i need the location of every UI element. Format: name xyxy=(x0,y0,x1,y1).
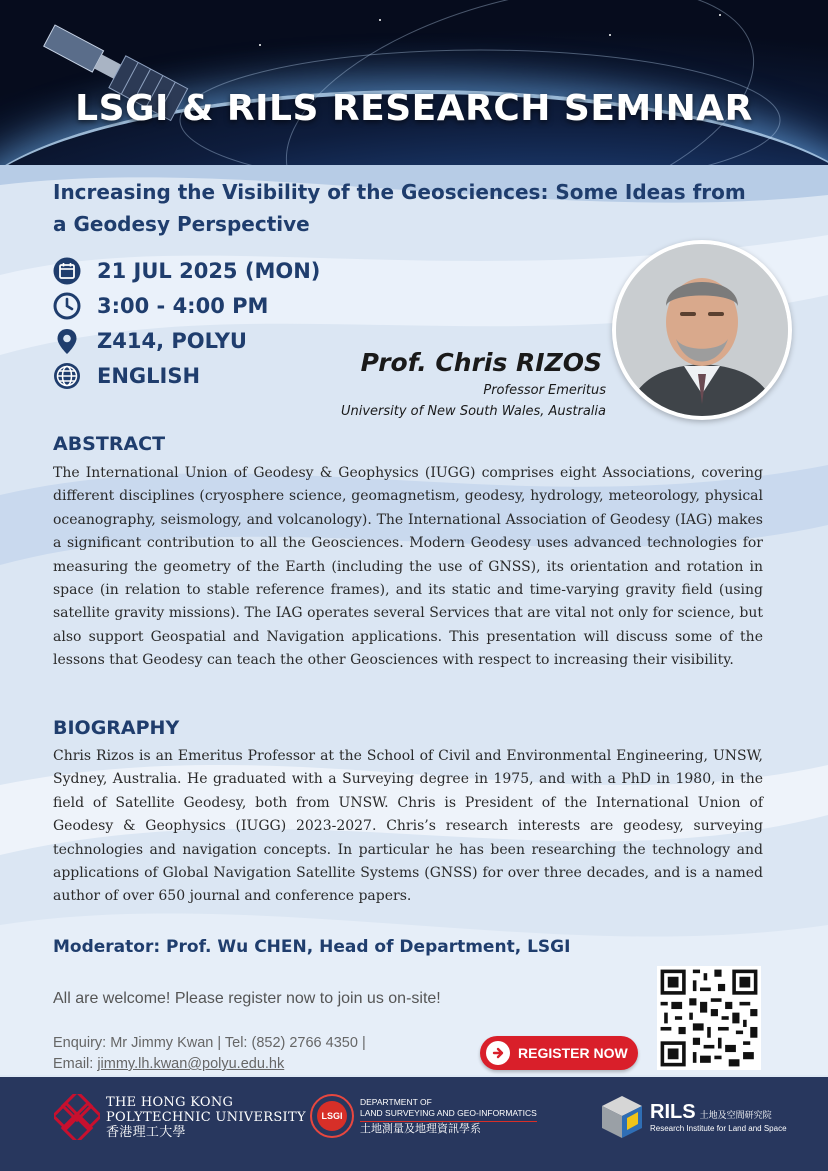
date-row xyxy=(53,255,320,287)
polyu-name-line1: THE HONG KONG xyxy=(106,1094,234,1110)
biography-text: Chris Rizos is an Emeritus Professor at the School of Civil and Environmental Engineering, UNSW, Sydney, Australia. He graduated with a Surveying degree in 1975, and with a PhD in 1980, in the field of Satellite Geodesy, both from UNSW. Chris is President of the International Union of Geodesy & Geophysics (IUGG) 2023-2027. Chris’s research interests are geodesy, surveying technologies and navigation concepts. In particular he has been researching the technology and applications of Global Navigation Satellite Systems (GNSS) for over three decades, and is a named author of over 650 journal and conference papers. xyxy=(53,748,763,905)
enquiry-line: Enquiry: Mr Jimmy Kwan | Tel: (852) 2766 4350 | xyxy=(53,1035,366,1051)
globe-icon xyxy=(53,362,81,390)
enquiry-block xyxy=(53,1033,366,1075)
polyu-logo xyxy=(54,1094,306,1140)
speaker-photo xyxy=(612,240,792,420)
header-banner xyxy=(0,0,828,165)
polyu-name-line2: POLYTECHNIC UNIVERSITY xyxy=(106,1109,306,1125)
location-pin-icon xyxy=(53,327,81,355)
lsgi-logo xyxy=(310,1094,537,1138)
venue-row xyxy=(53,325,247,357)
speaker-title: Professor Emeritus xyxy=(483,383,606,398)
register-label: REGISTER NOW xyxy=(518,1045,628,1061)
polyu-emblem-icon xyxy=(54,1094,100,1140)
moderator-text: Moderator: Prof. Wu CHEN, Head of Department, LSGI xyxy=(53,937,571,957)
email-label: Email: xyxy=(53,1056,98,1072)
language-row xyxy=(53,360,200,392)
lsgi-emblem-icon xyxy=(310,1094,354,1138)
speaker-affiliation: University of New South Wales, Australia xyxy=(340,404,606,419)
email-link[interactable]: jimmy.lh.kwan@polyu.edu.hk xyxy=(97,1056,285,1072)
lsgi-badge: LSGI xyxy=(317,1101,347,1131)
time-text: 3:00 - 4:00 PM xyxy=(97,294,269,318)
biography-heading: BIOGRAPHY xyxy=(53,717,180,739)
satellite-icon xyxy=(0,0,828,165)
lsgi-chinese-name: 土地測量及地理資訊學系 xyxy=(360,1123,481,1135)
seminar-title xyxy=(53,176,793,240)
register-button[interactable] xyxy=(480,1036,638,1070)
venue-text: Z414, POLYU xyxy=(97,329,247,353)
time-row xyxy=(53,290,268,322)
abstract-text: The International Union of Geodesy & Geophysics (IUGG) comprises eight Associations, covering different disciplines (cryosphere science, geomagnetism, geodesy, hydrology, meteorology, physical oceanography, seismology, and volcanology). The International Association of Geodesy (IAG) makes a significant contribution to all the Geosciences. Modern Geodesy uses advanced technologies for measuring the geometry of the Earth (including the use of GNSS), its orientation and rotation in space (in relation to stable reference frames), and its static and time-varying gravity field (using satellite gravity missions). The IAG operates several Services that are vital not only for science, but also support Geospatial and Navigation applications. This presentation will discuss some of the lessons that Geodesy can teach the other Geosciences with respect to increasing their visibility. xyxy=(53,465,763,669)
clock-icon xyxy=(53,292,81,320)
language-text: ENGLISH xyxy=(97,364,201,388)
rils-name: RILS xyxy=(650,1101,696,1123)
welcome-text: All are welcome! Please register now to join us on-site! xyxy=(53,990,441,1007)
lsgi-line1: DEPARTMENT OF xyxy=(360,1097,432,1107)
speaker-name: Prof. Chris RIZOS xyxy=(360,348,602,377)
banner-title: LSGI & RILS RESEARCH SEMINAR xyxy=(75,88,753,129)
polyu-chinese-name: 香港理工大學 xyxy=(106,1124,186,1140)
date-text: 21 JUL 2025 (MON) xyxy=(97,259,321,283)
rils-cube-icon xyxy=(600,1094,644,1140)
abstract-heading: ABSTRACT xyxy=(53,433,166,455)
email-line xyxy=(53,1054,366,1075)
qr-code[interactable] xyxy=(657,966,761,1070)
arrow-right-icon xyxy=(486,1041,510,1065)
calendar-icon xyxy=(53,257,81,285)
seminar-title-line2: a Geodesy Perspective xyxy=(53,212,310,236)
rils-chinese-name: 土地及空間研究院 xyxy=(699,1110,772,1120)
seminar-title-line1: Increasing the Visibility of the Geosciences: Some Ideas from xyxy=(53,180,746,204)
lsgi-line2: LAND SURVEYING AND GEO-INFORMATICS xyxy=(360,1108,537,1122)
rils-logo xyxy=(600,1094,787,1140)
rils-english-name: Research Institute for Land and Space xyxy=(650,1124,787,1133)
